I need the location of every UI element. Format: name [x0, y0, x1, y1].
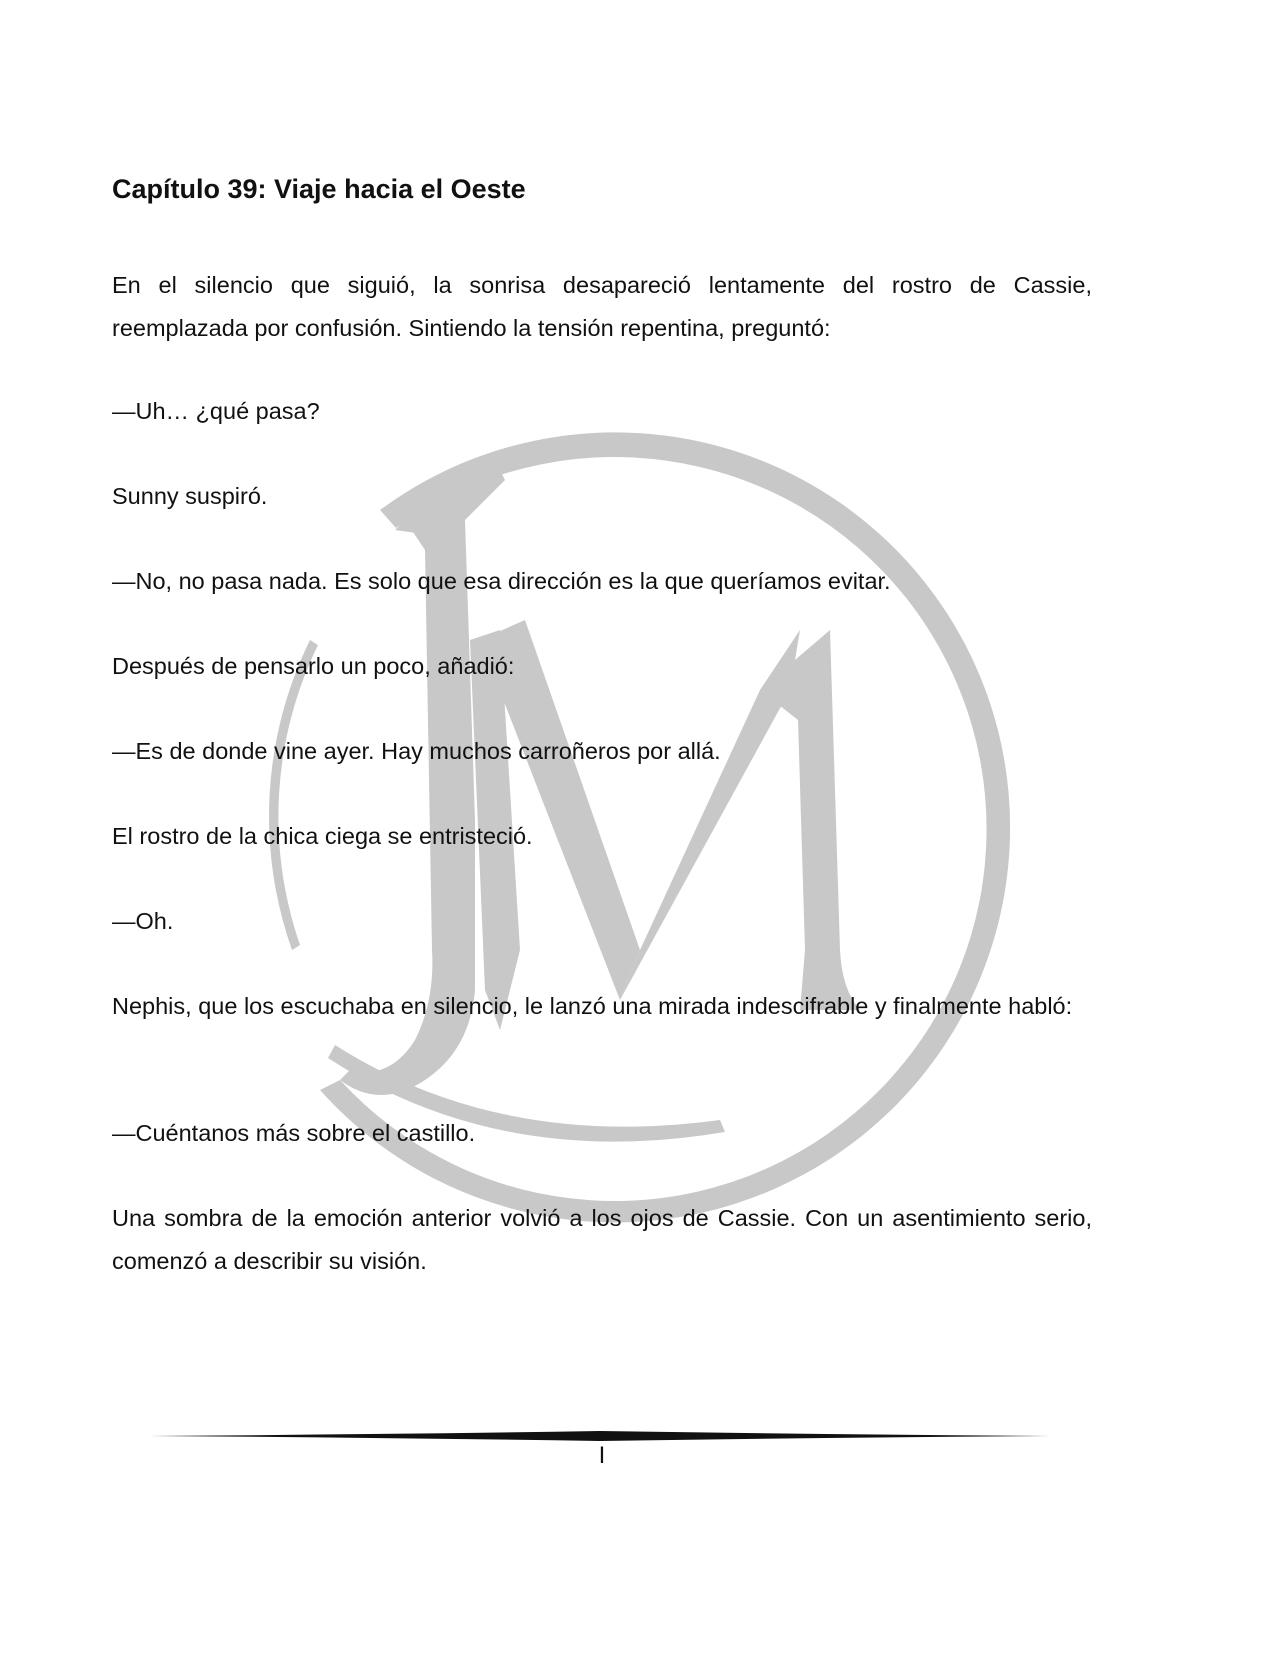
paragraph: Nephis, que los escuchaba en silencio, le lanzó una mirada indescifrable y finalmente habló: [112, 993, 1073, 1019]
chapter-title: Capítulo 39: Viaje hacia el Oeste [112, 174, 526, 204]
page-number: I [598, 1442, 606, 1469]
paragraph: Sunny suspiró. [112, 483, 268, 509]
paragraph: —Oh. [112, 908, 174, 934]
paragraph: Después de pensarlo un poco, añadió: [112, 653, 515, 679]
paragraph: Una sombra de la emoción anterior volvió a los ojos de Cassie. Con un asentimiento serio, comenzó a describir su visión. [112, 1205, 1092, 1274]
paragraph: En el silencio que siguió, la sonrisa desapareció lentamente del rostro de Cassie, reemplazada por confusión. Sintiendo la tensión repentina, preguntó: [112, 272, 1092, 341]
paragraph: —Uh… ¿qué pasa? [112, 398, 320, 424]
paragraph: —No, no pasa nada. Es solo que esa dirección es la que queríamos evitar. [112, 568, 891, 594]
paragraph: —Es de donde vine ayer. Hay muchos carroñeros por allá. [112, 738, 721, 764]
paragraph: El rostro de la chica ciega se entristeció. [112, 823, 533, 849]
paragraph: —Cuéntanos más sobre el castillo. [112, 1120, 476, 1146]
